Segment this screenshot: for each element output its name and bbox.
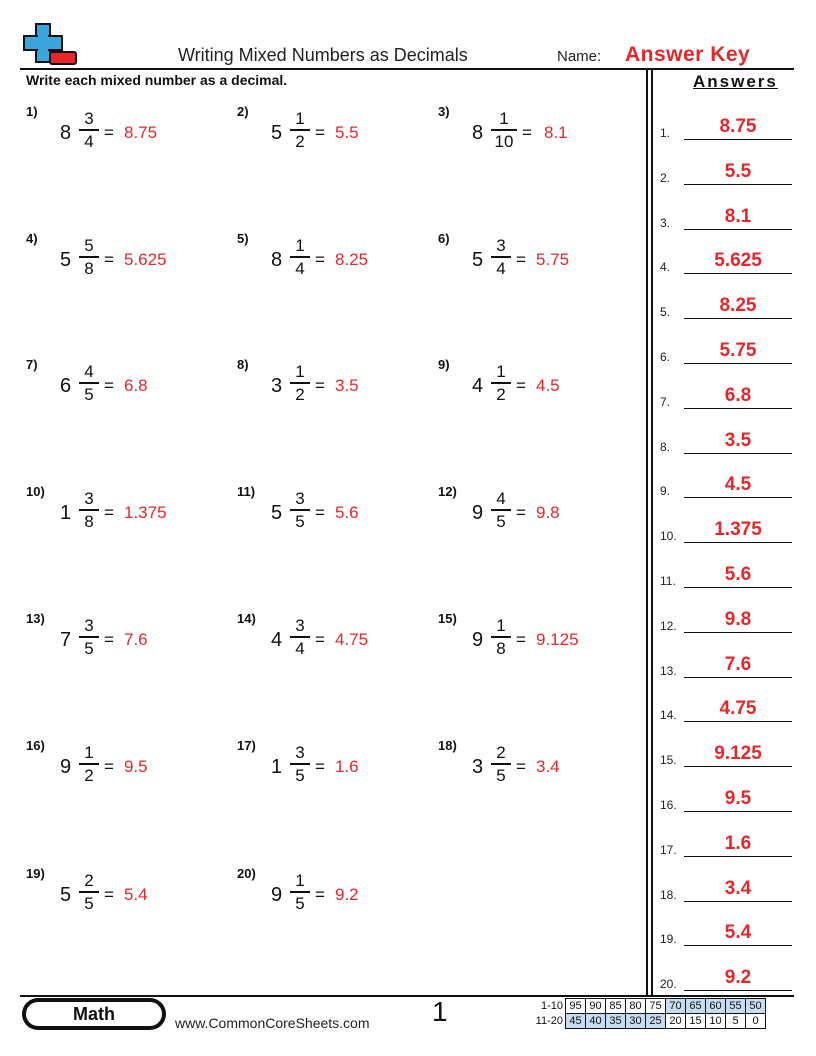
denominator: 5 <box>84 638 94 658</box>
answer-row <box>660 558 792 588</box>
name-label: Name: <box>557 48 602 65</box>
subject-badge <box>22 998 166 1030</box>
problem <box>26 866 216 926</box>
answer-row <box>660 155 792 185</box>
fraction <box>490 361 512 405</box>
problem <box>26 357 216 417</box>
answer-blank <box>684 184 792 185</box>
answer-blank <box>684 542 792 543</box>
answer-blank <box>684 990 792 991</box>
answer-blank <box>684 318 792 319</box>
numerator: 1 <box>84 743 94 762</box>
score-row <box>527 1014 766 1029</box>
equals-sign: = <box>516 503 526 522</box>
score-cell: 0 <box>746 1014 766 1029</box>
answer-value: 9.2 <box>335 885 359 904</box>
numerator: 5 <box>84 236 94 255</box>
whole-number: 6 <box>60 375 72 397</box>
answer-blank <box>684 139 792 140</box>
answer-blank <box>684 587 792 588</box>
whole-number: 9 <box>271 884 283 906</box>
score-cell: 45 <box>566 1014 586 1029</box>
plus-minus-logo-icon <box>22 22 78 68</box>
answer-index: 18. <box>660 887 677 902</box>
problem <box>438 357 628 417</box>
score-range-label: 11-20 <box>535 1015 563 1027</box>
problem-number: 7) <box>26 357 38 372</box>
answer-index: 11. <box>660 574 676 588</box>
answer-key-value: 5.75 <box>719 340 757 361</box>
answer-value: 5.75 <box>536 250 570 269</box>
answer-row <box>660 110 792 140</box>
answer-row <box>660 244 792 274</box>
problem-number: 3) <box>438 104 450 119</box>
score-cell: 75 <box>646 999 666 1014</box>
answer-key-value: 7.6 <box>724 653 752 675</box>
problem-number: 14) <box>237 611 256 626</box>
answer-value: 8.75 <box>124 123 158 142</box>
equals-sign: = <box>516 250 526 269</box>
answer-value: 7.6 <box>124 630 148 649</box>
answer-key-value: 1.6 <box>724 832 752 854</box>
denominator: 5 <box>84 384 94 404</box>
equals-sign: = <box>315 250 325 269</box>
whole-number: 9 <box>60 756 72 778</box>
answer-index: 20. <box>660 977 677 992</box>
answer-key-value: 1.375 <box>714 519 762 541</box>
equals-sign: = <box>516 630 526 649</box>
whole-number: 9 <box>472 629 484 651</box>
answer-value: 6.8 <box>124 376 148 395</box>
fraction <box>78 488 100 532</box>
numerator: 4 <box>496 489 506 508</box>
answer-key-value: 5.4 <box>724 922 752 944</box>
answer-key-value: 3.5 <box>724 429 752 451</box>
answer-index: 2. <box>660 170 671 185</box>
problem-number: 10) <box>26 484 45 499</box>
whole-number: 1 <box>60 502 72 524</box>
problem-number: 18) <box>438 738 457 753</box>
problem-number: 16) <box>26 738 45 753</box>
equals-sign: = <box>104 885 114 904</box>
equals-sign: = <box>315 757 325 776</box>
answer-index: 12. <box>660 618 677 633</box>
equals-sign: = <box>104 757 114 776</box>
answer-index: 17. <box>660 842 677 857</box>
answer-row <box>660 737 792 767</box>
score-cell: 80 <box>626 999 646 1014</box>
fraction <box>289 742 311 786</box>
whole-number: 4 <box>271 629 283 651</box>
problem <box>237 357 427 417</box>
equals-sign: = <box>315 376 325 395</box>
score-cell: 60 <box>706 999 726 1014</box>
problem <box>438 231 628 291</box>
numerator: 1 <box>295 871 305 890</box>
problem-number: 1) <box>26 104 38 119</box>
answer-row <box>660 468 792 498</box>
score-cell: 90 <box>586 999 606 1014</box>
denominator: 10 <box>494 131 514 151</box>
subject-label: Math <box>26 1002 162 1026</box>
answer-row <box>660 782 792 812</box>
fraction <box>289 108 311 152</box>
fraction <box>490 235 512 279</box>
whole-number: 5 <box>60 249 72 271</box>
fraction <box>78 361 100 405</box>
equals-sign: = <box>315 885 325 904</box>
answer-index: 16. <box>660 798 677 812</box>
answer-key-value: 8.25 <box>719 295 757 317</box>
worksheet-title: Writing Mixed Numbers as Decimals <box>178 45 468 65</box>
numerator: 1 <box>295 236 305 255</box>
page-number: 1 <box>432 996 448 1027</box>
answers-column-divider <box>646 68 648 996</box>
score-cell: 30 <box>626 1014 646 1029</box>
equals-sign: = <box>315 503 325 522</box>
answer-value: 1.6 <box>335 757 359 776</box>
answers-column-divider <box>651 68 653 996</box>
answer-blank <box>684 766 792 767</box>
score-row <box>527 999 766 1014</box>
problem <box>237 484 427 544</box>
equals-sign: = <box>516 376 526 395</box>
fraction <box>78 235 100 279</box>
problem <box>26 231 216 291</box>
answer-value: 9.5 <box>124 757 148 776</box>
denominator: 4 <box>496 258 506 278</box>
problem <box>438 611 628 671</box>
score-cell: 70 <box>666 999 686 1014</box>
answer-row <box>660 424 792 454</box>
denominator: 4 <box>84 131 94 151</box>
equals-sign: = <box>104 376 114 395</box>
answer-row <box>660 200 792 230</box>
answer-row <box>660 603 792 633</box>
numerator: 3 <box>84 489 94 508</box>
problem-number: 15) <box>438 611 457 626</box>
answer-blank <box>684 721 792 722</box>
answer-index: 14. <box>660 708 677 723</box>
answer-value: 1.375 <box>124 503 167 522</box>
numerator: 1 <box>499 109 509 128</box>
answer-index: 9. <box>660 484 671 499</box>
equals-sign: = <box>516 757 526 776</box>
answer-row <box>660 289 792 319</box>
answer-row <box>660 916 792 946</box>
equals-sign: = <box>104 630 114 649</box>
answer-value: 9.8 <box>536 503 560 522</box>
numerator: 3 <box>295 743 305 762</box>
answer-key-value: 9.2 <box>724 967 752 989</box>
answer-index: 13. <box>660 663 677 678</box>
answer-blank <box>684 945 792 946</box>
answer-value: 5.5 <box>335 123 359 142</box>
answer-key-value: 3.4 <box>724 877 752 899</box>
whole-number: 8 <box>472 122 484 144</box>
numerator: 4 <box>84 362 94 381</box>
answer-row <box>660 379 792 409</box>
problem-number: 19) <box>26 866 45 881</box>
whole-number: 7 <box>60 629 72 651</box>
answer-value: 5.625 <box>124 250 167 269</box>
equals-sign: = <box>315 123 325 142</box>
equals-sign: = <box>104 250 114 269</box>
answer-key-value: 4.5 <box>724 474 752 496</box>
problem <box>438 738 628 798</box>
answer-value: 5.4 <box>124 885 148 904</box>
problem-number: 12) <box>438 484 457 499</box>
answer-row <box>660 513 792 543</box>
answer-index: 10. <box>660 529 677 544</box>
fraction <box>289 361 311 405</box>
problem <box>237 231 427 291</box>
answer-blank <box>684 229 792 230</box>
denominator: 8 <box>84 511 94 531</box>
answer-key-value: 5.625 <box>714 250 762 272</box>
answer-blank <box>684 453 792 454</box>
fraction <box>289 235 311 279</box>
denominator: 5 <box>295 511 305 531</box>
answer-key-value: 9.8 <box>724 608 752 630</box>
answer-blank <box>684 632 792 633</box>
problem-number: 5) <box>237 231 249 246</box>
denominator: 2 <box>295 384 305 404</box>
fraction <box>490 742 512 786</box>
answer-index: 7. <box>660 394 671 409</box>
numerator: 1 <box>295 109 305 128</box>
answer-value: 4.75 <box>335 630 369 649</box>
problem-number: 20) <box>237 866 256 881</box>
equals-sign: = <box>104 503 114 522</box>
fraction <box>78 108 100 152</box>
answer-index: 1. <box>660 126 671 140</box>
answer-key-value: 5.6 <box>724 564 752 585</box>
whole-number: 5 <box>472 249 484 271</box>
answer-blank <box>684 856 792 857</box>
problem <box>237 866 427 926</box>
fraction <box>289 870 311 914</box>
answer-key-value: 9.5 <box>724 788 752 809</box>
denominator: 5 <box>84 893 94 913</box>
problem-number: 4) <box>26 231 38 246</box>
problem-number: 9) <box>438 357 450 372</box>
answer-row <box>660 648 792 678</box>
numerator: 2 <box>84 871 94 890</box>
whole-number: 5 <box>271 122 283 144</box>
answer-key-value: 8.75 <box>719 116 757 137</box>
answer-blank <box>684 273 792 274</box>
answer-value: 9.125 <box>536 630 579 649</box>
site-url: www.CommonCoreSheets.com <box>175 1015 370 1031</box>
problem <box>26 738 216 798</box>
answer-key-label: Answer Key <box>625 43 751 66</box>
whole-number: 5 <box>60 884 72 906</box>
fraction <box>490 108 518 152</box>
answer-key-value: 9.125 <box>714 743 762 765</box>
answer-blank <box>684 677 792 678</box>
score-cell: 85 <box>606 999 626 1014</box>
answer-row <box>660 872 792 902</box>
answer-index: 8. <box>660 439 671 454</box>
answer-value: 4.5 <box>536 376 560 395</box>
score-cell: 10 <box>706 1014 726 1029</box>
score-cell: 50 <box>746 999 766 1014</box>
answer-index: 5. <box>660 305 671 320</box>
numerator: 2 <box>496 743 506 762</box>
problem <box>438 104 628 164</box>
fraction <box>289 488 311 532</box>
problem <box>237 738 427 798</box>
answer-index: 4. <box>660 260 671 275</box>
problem-number: 6) <box>438 231 450 246</box>
answer-key-value: 5.5 <box>724 160 752 182</box>
problem <box>26 104 216 164</box>
numerator: 1 <box>295 362 305 381</box>
whole-number: 1 <box>271 756 283 778</box>
denominator: 2 <box>295 131 305 151</box>
whole-number: 9 <box>472 502 484 524</box>
instruction-text: Write each mixed number as a decimal. <box>26 72 288 88</box>
problem <box>438 484 628 544</box>
equals-sign: = <box>315 630 325 649</box>
fraction <box>289 615 311 659</box>
answer-value: 8.25 <box>335 250 369 269</box>
score-cell: 15 <box>686 1014 706 1029</box>
header-divider <box>20 68 794 70</box>
whole-number: 4 <box>472 375 484 397</box>
answer-blank <box>684 811 792 812</box>
answer-index: 19. <box>660 932 677 947</box>
answer-row <box>660 961 792 991</box>
score-cell: 95 <box>566 999 586 1014</box>
answer-value: 3.5 <box>335 376 359 395</box>
answer-blank <box>684 408 792 409</box>
score-cell: 65 <box>686 999 706 1014</box>
problem <box>237 104 427 164</box>
answer-value: 5.6 <box>335 503 359 522</box>
numerator: 3 <box>84 109 94 128</box>
fraction <box>78 615 100 659</box>
denominator: 5 <box>295 893 305 913</box>
whole-number: 8 <box>60 122 72 144</box>
fraction <box>78 870 100 914</box>
score-cell: 5 <box>726 1014 746 1029</box>
fraction <box>490 615 512 659</box>
denominator: 5 <box>496 511 506 531</box>
answer-index: 3. <box>660 215 671 230</box>
score-cell: 25 <box>646 1014 666 1029</box>
footer-divider <box>20 995 794 997</box>
numerator: 1 <box>496 616 506 635</box>
denominator: 5 <box>496 765 506 785</box>
answer-row <box>660 692 792 722</box>
equals-sign: = <box>104 123 114 142</box>
score-cell: 55 <box>726 999 746 1014</box>
answer-index: 6. <box>660 350 671 364</box>
answer-index: 15. <box>660 753 677 768</box>
answer-blank <box>684 497 792 498</box>
denominator: 2 <box>496 384 506 404</box>
score-range-label: 1-10 <box>540 1000 563 1012</box>
problem-number: 13) <box>26 611 45 626</box>
whole-number: 3 <box>472 756 484 778</box>
problem-number: 11) <box>237 484 256 499</box>
numerator: 1 <box>496 362 506 381</box>
whole-number: 5 <box>271 502 283 524</box>
equals-sign: = <box>522 123 532 142</box>
answer-row <box>660 334 792 364</box>
problem-number: 2) <box>237 104 249 119</box>
fraction <box>78 742 100 786</box>
problem-number: 17) <box>237 738 256 753</box>
score-table <box>527 998 766 1029</box>
score-cell: 35 <box>606 1014 626 1029</box>
denominator: 8 <box>84 258 94 278</box>
problem <box>26 484 216 544</box>
answer-value: 3.4 <box>536 757 560 776</box>
answer-key-value: 6.8 <box>724 384 752 406</box>
denominator: 8 <box>496 638 506 658</box>
problem <box>237 611 427 671</box>
score-cell: 20 <box>666 1014 686 1029</box>
denominator: 4 <box>295 258 305 278</box>
numerator: 3 <box>295 489 305 508</box>
answer-blank <box>684 901 792 902</box>
whole-number: 3 <box>271 375 283 397</box>
score-cell: 40 <box>586 1014 606 1029</box>
problem <box>26 611 216 671</box>
whole-number: 8 <box>271 249 283 271</box>
answer-row <box>660 827 792 857</box>
answer-key-value: 4.75 <box>719 698 757 720</box>
answers-heading: Answers <box>693 72 778 91</box>
problem-number: 8) <box>237 357 249 372</box>
answer-blank <box>684 363 792 364</box>
numerator: 3 <box>84 616 94 635</box>
denominator: 2 <box>84 765 94 785</box>
numerator: 3 <box>496 236 506 255</box>
denominator: 4 <box>295 638 305 658</box>
answer-key-value: 8.1 <box>724 205 752 227</box>
numerator: 3 <box>295 616 305 635</box>
answer-value: 8.1 <box>544 123 568 142</box>
fraction <box>490 488 512 532</box>
denominator: 5 <box>295 765 305 785</box>
